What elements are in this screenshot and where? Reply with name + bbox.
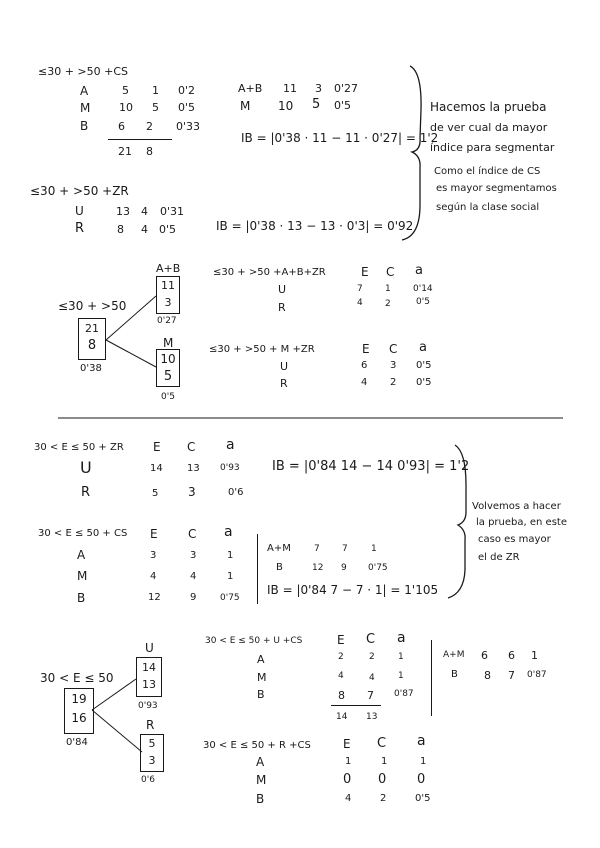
table3-cell: 4: [141, 223, 148, 236]
tree2-lower-title: R: [146, 718, 155, 732]
table1-cell: 10: [119, 101, 133, 114]
table1-cell: 1: [152, 84, 159, 97]
zr-cell: 0'93: [220, 463, 240, 473]
tree2-upper-title: U: [145, 641, 154, 655]
tree2-lower-ratio: 0'6: [141, 775, 155, 785]
sub1-row-label: R: [278, 301, 286, 314]
cs-header: C: [188, 527, 197, 541]
node-value: 5: [163, 369, 173, 384]
sub2-header: C: [389, 342, 398, 356]
sub3-cell: 2: [369, 652, 375, 662]
tree1-upper-title: A+B: [156, 262, 181, 275]
ib-formula-cs: IB = |0'38 · 11 − 11 · 0'27| = 1'2: [241, 131, 439, 145]
tree1-root-node: [78, 318, 106, 360]
table3-row-label: R: [75, 221, 85, 236]
tree2-branch-down: [92, 710, 142, 752]
node-value: 14: [142, 661, 156, 674]
table2-cell: 10: [278, 99, 294, 113]
note1-line: Hacemos la prueba: [430, 100, 547, 114]
note1-line: es mayor segmentamos: [436, 183, 557, 194]
sub3-cell: 7: [367, 689, 374, 702]
sub3-b-cell: 8: [484, 669, 491, 682]
tree1-branch-down: [106, 340, 156, 367]
ib-formula-cs-2: IB = |0'84 7 − 7 · 1| = 1'105: [267, 583, 439, 597]
sub4-header: a: [417, 733, 426, 749]
node-value: 21: [85, 322, 99, 335]
sub3-total: 13: [366, 712, 378, 722]
node-value: 8: [87, 338, 97, 353]
table3-cell: 0'5: [159, 223, 177, 236]
table1-row-label: A: [80, 84, 89, 98]
table1-cell: 0'5: [178, 101, 196, 114]
sub3-cell: 0'87: [394, 689, 414, 699]
sub3-sum-line: [331, 705, 381, 706]
sub4-row-label: B: [256, 792, 265, 806]
cs-cell: 4: [150, 571, 157, 582]
sub1-cell: 7: [357, 284, 363, 294]
am-cell: 1: [371, 544, 377, 554]
note1-line: índice para segmentar: [430, 141, 555, 154]
note1-line: según la clase social: [436, 202, 540, 213]
sub2-cell: 0'5: [416, 360, 432, 371]
sub1-header: a: [415, 263, 423, 278]
sub2-row-label: U: [280, 360, 289, 373]
table1-row-label: M: [80, 101, 91, 115]
sub3-cell: 4: [369, 673, 375, 683]
sub4-cell: 0: [378, 772, 387, 787]
cs-header: a: [224, 524, 233, 540]
table3-cell: 4: [141, 205, 148, 218]
zr-cell: 3: [188, 485, 196, 499]
table1-sum-line: [108, 139, 172, 140]
table1-cell: 0'2: [178, 84, 196, 97]
table2-cell: 0'27: [334, 82, 359, 95]
sub3-cell: 1: [398, 671, 404, 681]
node-value: 16: [71, 711, 87, 725]
sub2-header: E: [362, 342, 370, 356]
note2-line: caso es mayor: [478, 534, 551, 545]
tree1-root-ratio: 0'38: [80, 363, 102, 374]
table3-cell: 8: [117, 223, 124, 236]
tree1-upper-ratio: 0'27: [157, 316, 177, 326]
sub1-cell: 4: [357, 298, 363, 308]
zr-header: E: [153, 440, 161, 454]
sub1-cell: 1: [385, 284, 391, 294]
sub3-title: 30 < E ≤ 50 + U +CS: [205, 636, 303, 646]
sub3-am-label: A+M: [443, 650, 465, 660]
note1-line: Como el índice de CS: [434, 166, 541, 177]
table1-cell: 6: [118, 120, 125, 133]
am-cell: 7: [342, 544, 348, 554]
sub4-cell: 2: [380, 793, 387, 804]
table3-title: ≤30 + >50 +ZR: [30, 184, 129, 198]
note2-line: Volvemos a hacer: [472, 501, 561, 512]
note2-line: el de ZR: [478, 552, 520, 563]
node-value: 11: [161, 279, 175, 292]
sub4-cell: 0: [343, 772, 352, 787]
sub3-header: E: [337, 633, 345, 647]
tree2-upper-ratio: 0'93: [138, 701, 158, 711]
sub1-cell: 0'14: [413, 284, 433, 294]
tree1-lower-node: [156, 349, 180, 387]
sub2-cell: 2: [390, 377, 397, 388]
zr-cell: 5: [152, 488, 159, 499]
sub3-row-label: B: [257, 688, 265, 701]
table2-cell: 3: [315, 82, 322, 95]
sub4-cell: 0: [417, 772, 426, 787]
tree2-root-node: [64, 688, 94, 734]
table2-row-label: M: [240, 99, 251, 113]
cs-cell: 3: [190, 550, 197, 561]
sub3-cell: 8: [338, 689, 345, 702]
sub3-cell: 4: [338, 671, 344, 681]
sub4-title: 30 < E ≤ 50 + R +CS: [203, 740, 311, 751]
table1-row-label: B: [80, 119, 89, 133]
zr-cell: 14: [150, 463, 163, 474]
cs-cell: 4: [190, 571, 197, 582]
sub4-row-label: A: [256, 755, 265, 769]
tree2-upper-node: [136, 657, 162, 697]
table1-cell: 5: [152, 101, 159, 114]
table2-cell: 11: [283, 82, 297, 95]
sub2-cell: 3: [390, 360, 397, 371]
am-b-cell: 12: [312, 563, 324, 573]
cs-row-label: B: [77, 591, 86, 605]
sub3-cell: 1: [398, 652, 404, 662]
am-b-label: B: [276, 562, 283, 573]
zr-header: a: [226, 437, 235, 453]
sub1-header: E: [361, 265, 369, 279]
sub1-cell: 2: [385, 299, 391, 309]
am-label: A+M: [267, 543, 291, 554]
cs-cell: 1: [227, 571, 234, 582]
sub2-cell: 6: [361, 360, 368, 371]
am-b-cell: 9: [341, 563, 347, 573]
node-value: 5: [148, 737, 156, 750]
tree1-lower-ratio: 0'5: [161, 392, 175, 402]
sub1-title: ≤30 + >50 +A+B+ZR: [213, 267, 326, 278]
zr-cell: 13: [187, 463, 200, 474]
tree1-root-label: ≤30 + >50: [58, 299, 127, 313]
cs-cell: 0'75: [220, 593, 240, 603]
zr-title: 30 < E ≤ 50 + ZR: [34, 442, 124, 453]
sub2-header: a: [419, 340, 427, 355]
sub3-am-cell: 6: [508, 649, 515, 662]
sub3-am-cell: 1: [531, 649, 538, 662]
zr-row-label: U: [80, 458, 92, 477]
sub3-header: a: [397, 630, 406, 646]
table3-row-label: U: [75, 204, 84, 218]
table3-cell: 0'31: [160, 205, 185, 218]
table1-cell: 0'33: [176, 120, 201, 133]
sub2-cell: 0'5: [416, 377, 432, 388]
cs-separator: [257, 534, 258, 604]
sub1-row-label: U: [278, 283, 287, 296]
sub4-header: C: [377, 736, 387, 751]
node-value: 13: [142, 678, 156, 691]
sub1-cell: 0'5: [416, 297, 430, 307]
tree2-lower-node: [140, 734, 164, 772]
sub4-cell: 4: [345, 793, 352, 804]
sub3-b-cell: 7: [508, 669, 515, 682]
cs-row-label: M: [77, 569, 88, 583]
sub3-header: C: [366, 632, 376, 647]
tree1-lower-title: M: [163, 336, 174, 350]
tree2-root-label: 30 < E ≤ 50: [40, 671, 114, 685]
cs-header: E: [150, 527, 158, 541]
table1-total: 21: [118, 145, 132, 158]
zr-cell: 0'6: [228, 487, 244, 498]
ib-formula-zr: IB = |0'38 · 13 − 13 · 0'3| = 0'92: [216, 219, 414, 233]
sub4-cell: 1: [345, 756, 352, 767]
sub3-b-cell: 0'87: [527, 670, 547, 680]
sub2-cell: 4: [361, 377, 368, 388]
table1-cell: 5: [122, 84, 129, 97]
sub3-total: 14: [336, 712, 348, 722]
sub3-am-cell: 6: [481, 649, 488, 662]
sub2-row-label: R: [280, 377, 288, 390]
sub4-cell: 0'5: [415, 793, 431, 804]
table1-title: ≤30 + >50 +CS: [38, 65, 129, 78]
node-value: 3: [148, 754, 156, 767]
sub3-row-label: M: [257, 671, 267, 684]
zr-row-label: R: [81, 485, 91, 500]
am-b-cell: 0'75: [368, 563, 388, 573]
table1-cell: 2: [146, 120, 153, 133]
sub3-b-label: B: [451, 669, 458, 680]
cs-row-label: A: [77, 548, 86, 562]
cs-cell: 12: [148, 592, 161, 603]
note1-line: de ver cual da mayor: [430, 121, 548, 134]
tree1-upper-node: [156, 276, 180, 314]
sub4-header: E: [343, 737, 351, 751]
sub4-cell: 1: [420, 756, 427, 767]
table2-cell: 5: [312, 97, 321, 112]
sub3-separator: [431, 640, 432, 716]
table3-cell: 13: [116, 205, 130, 218]
table2-title: A+B: [238, 82, 263, 95]
node-value: 3: [164, 296, 172, 309]
cs-title: 30 < E ≤ 50 + CS: [38, 528, 128, 539]
sub2-title: ≤30 + >50 + M +ZR: [209, 344, 315, 355]
cs-cell: 3: [150, 550, 157, 561]
sub4-row-label: M: [256, 773, 267, 787]
table2-cell: 0'5: [334, 99, 352, 112]
cs-cell: 1: [227, 550, 234, 561]
tree2-root-ratio: 0'84: [66, 737, 88, 748]
ib-formula-zr-2: IB = |0'84 14 − 14 0'93| = 1'2: [272, 459, 470, 474]
am-cell: 7: [314, 544, 320, 554]
node-value: 19: [71, 692, 87, 706]
node-value: 10: [160, 352, 176, 366]
cs-cell: 9: [190, 592, 197, 603]
sub4-cell: 1: [381, 756, 388, 767]
note2-line: la prueba, en este: [476, 517, 567, 528]
right-brace-1: [402, 66, 421, 240]
sub1-header: C: [386, 265, 395, 279]
table1-total: 8: [146, 145, 153, 158]
zr-header: C: [187, 440, 196, 454]
sub3-row-label: A: [257, 653, 265, 666]
sub3-cell: 2: [338, 652, 344, 662]
